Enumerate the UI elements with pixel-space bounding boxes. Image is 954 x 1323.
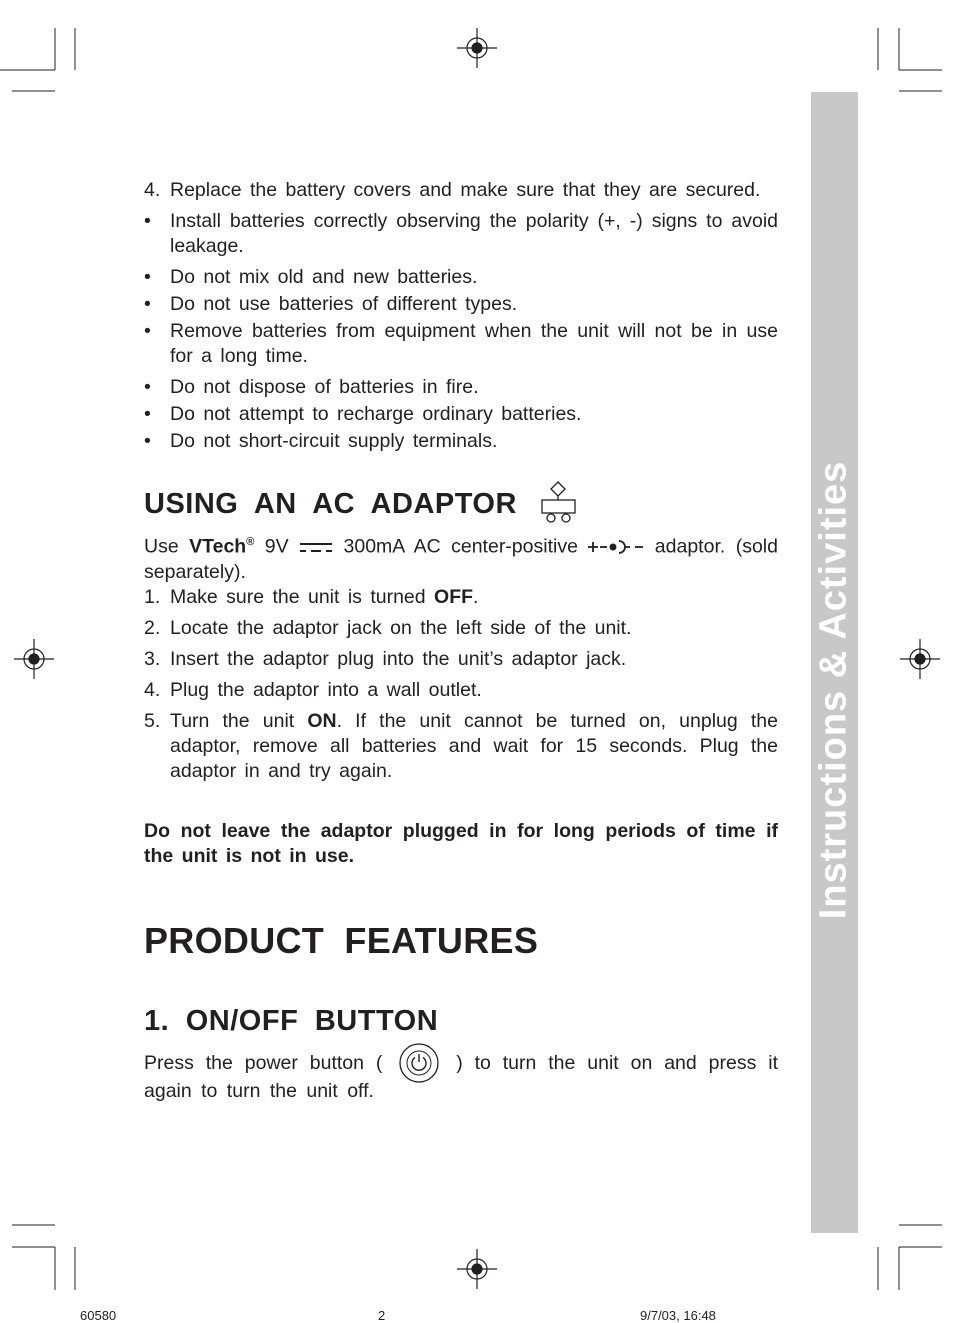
adaptor-heading: USING AN AC ADAPTOR	[144, 488, 517, 520]
list-item-text: Do not short-circuit supply terminals.	[170, 430, 498, 452]
step-bold-text: OFF	[434, 585, 474, 608]
page-content	[144, 178, 778, 1105]
list-item-text: Do not dispose of batteries in fire.	[170, 376, 479, 398]
list-item	[144, 402, 778, 427]
onoff-description	[144, 1049, 778, 1105]
footer-datetime: 9/7/03, 16:48	[640, 1308, 716, 1323]
list-marker: •	[144, 403, 151, 425]
list-marker: 2.	[144, 616, 161, 639]
list-item-text: Do not mix old and new batteries.	[170, 266, 478, 288]
list-marker: 1.	[144, 585, 161, 608]
sidebar-label: Instructions & Activities	[812, 460, 855, 920]
intro-prefix: Use	[144, 535, 190, 558]
list-item	[144, 375, 778, 400]
list-item	[144, 647, 778, 672]
list-item-text: Install batteries correctly observing the polarity (+, -) signs to avoid leakage.	[170, 210, 778, 257]
list-item	[144, 178, 778, 203]
list-marker: 4.	[144, 678, 161, 701]
list-item	[144, 209, 778, 259]
battery-instructions-list	[144, 178, 778, 454]
current-text: 300mA AC center-positive	[333, 535, 589, 558]
list-item-text: Remove batteries from equipment when the unit will not be in use for a long time.	[170, 320, 778, 367]
product-features-title: PRODUCT FEATURES	[144, 919, 539, 961]
adaptor-steps-list	[144, 585, 778, 784]
step-bold-text: ON	[307, 709, 337, 732]
list-item	[144, 292, 778, 317]
list-item	[144, 265, 778, 290]
brand-name: VTech	[189, 535, 247, 558]
registered-mark: ®	[246, 536, 255, 548]
step-text-end: .	[473, 585, 479, 608]
registration-mark-top	[457, 28, 497, 68]
list-marker: •	[144, 430, 151, 452]
adaptor-intro	[144, 530, 778, 585]
registration-mark-right	[900, 639, 940, 679]
list-marker: 5.	[144, 709, 161, 732]
step-text: Insert the adaptor plug into the unit’s adaptor jack.	[170, 647, 627, 670]
onoff-heading: 1. ON/OFF BUTTON	[144, 1004, 439, 1037]
list-item	[144, 319, 778, 369]
dc-symbol-icon	[299, 540, 333, 554]
step-text: Plug the adaptor into a wall outlet.	[170, 678, 482, 701]
registration-mark-bottom	[457, 1249, 497, 1289]
list-marker: •	[144, 320, 151, 342]
step-text: Locate the adaptor jack on the left side of the unit.	[170, 616, 632, 639]
adaptor-icon	[539, 480, 579, 524]
center-positive-polarity-icon	[588, 539, 644, 555]
power-button-icon	[398, 1042, 440, 1084]
footer-page-number: 2	[378, 1308, 386, 1323]
intro-suffix: adaptor. (sold separately).	[144, 535, 778, 583]
list-item	[144, 709, 778, 784]
list-marker: •	[144, 266, 151, 288]
adaptor-heading-row	[144, 484, 778, 524]
step-text: Make sure the unit is turned	[170, 585, 435, 608]
list-item-text: Do not use batteries of different types.	[170, 293, 518, 315]
list-item	[144, 429, 778, 454]
step-text: Turn the unit	[170, 709, 308, 732]
list-marker: •	[144, 293, 151, 315]
list-marker: 3.	[144, 647, 161, 670]
registration-mark-left	[14, 639, 54, 679]
adaptor-warning: Do not leave the adaptor plugged in for long periods of time if the unit is not in use.	[144, 819, 778, 867]
list-marker: •	[144, 376, 151, 398]
list-item-text: Replace the battery covers and make sure that they are secured.	[170, 179, 761, 201]
onoff-text-end: ) to turn the unit on and press it again to turn the unit off.	[144, 1051, 778, 1102]
onoff-text-start: Press the power button (	[144, 1051, 395, 1074]
step-text-end: . If the unit cannot be turned on, unplug the adaptor, remove all batteries and wait for 15 seconds. Plug the adaptor in and try again.	[170, 709, 778, 782]
list-item	[144, 585, 778, 610]
list-marker: •	[144, 210, 151, 232]
list-item	[144, 678, 778, 703]
list-item-text: Do not attempt to recharge ordinary batteries.	[170, 403, 582, 425]
footer-code: 60580	[80, 1308, 117, 1323]
list-marker: 4.	[144, 179, 161, 201]
list-item	[144, 616, 778, 641]
voltage-text: 9V	[254, 535, 300, 558]
